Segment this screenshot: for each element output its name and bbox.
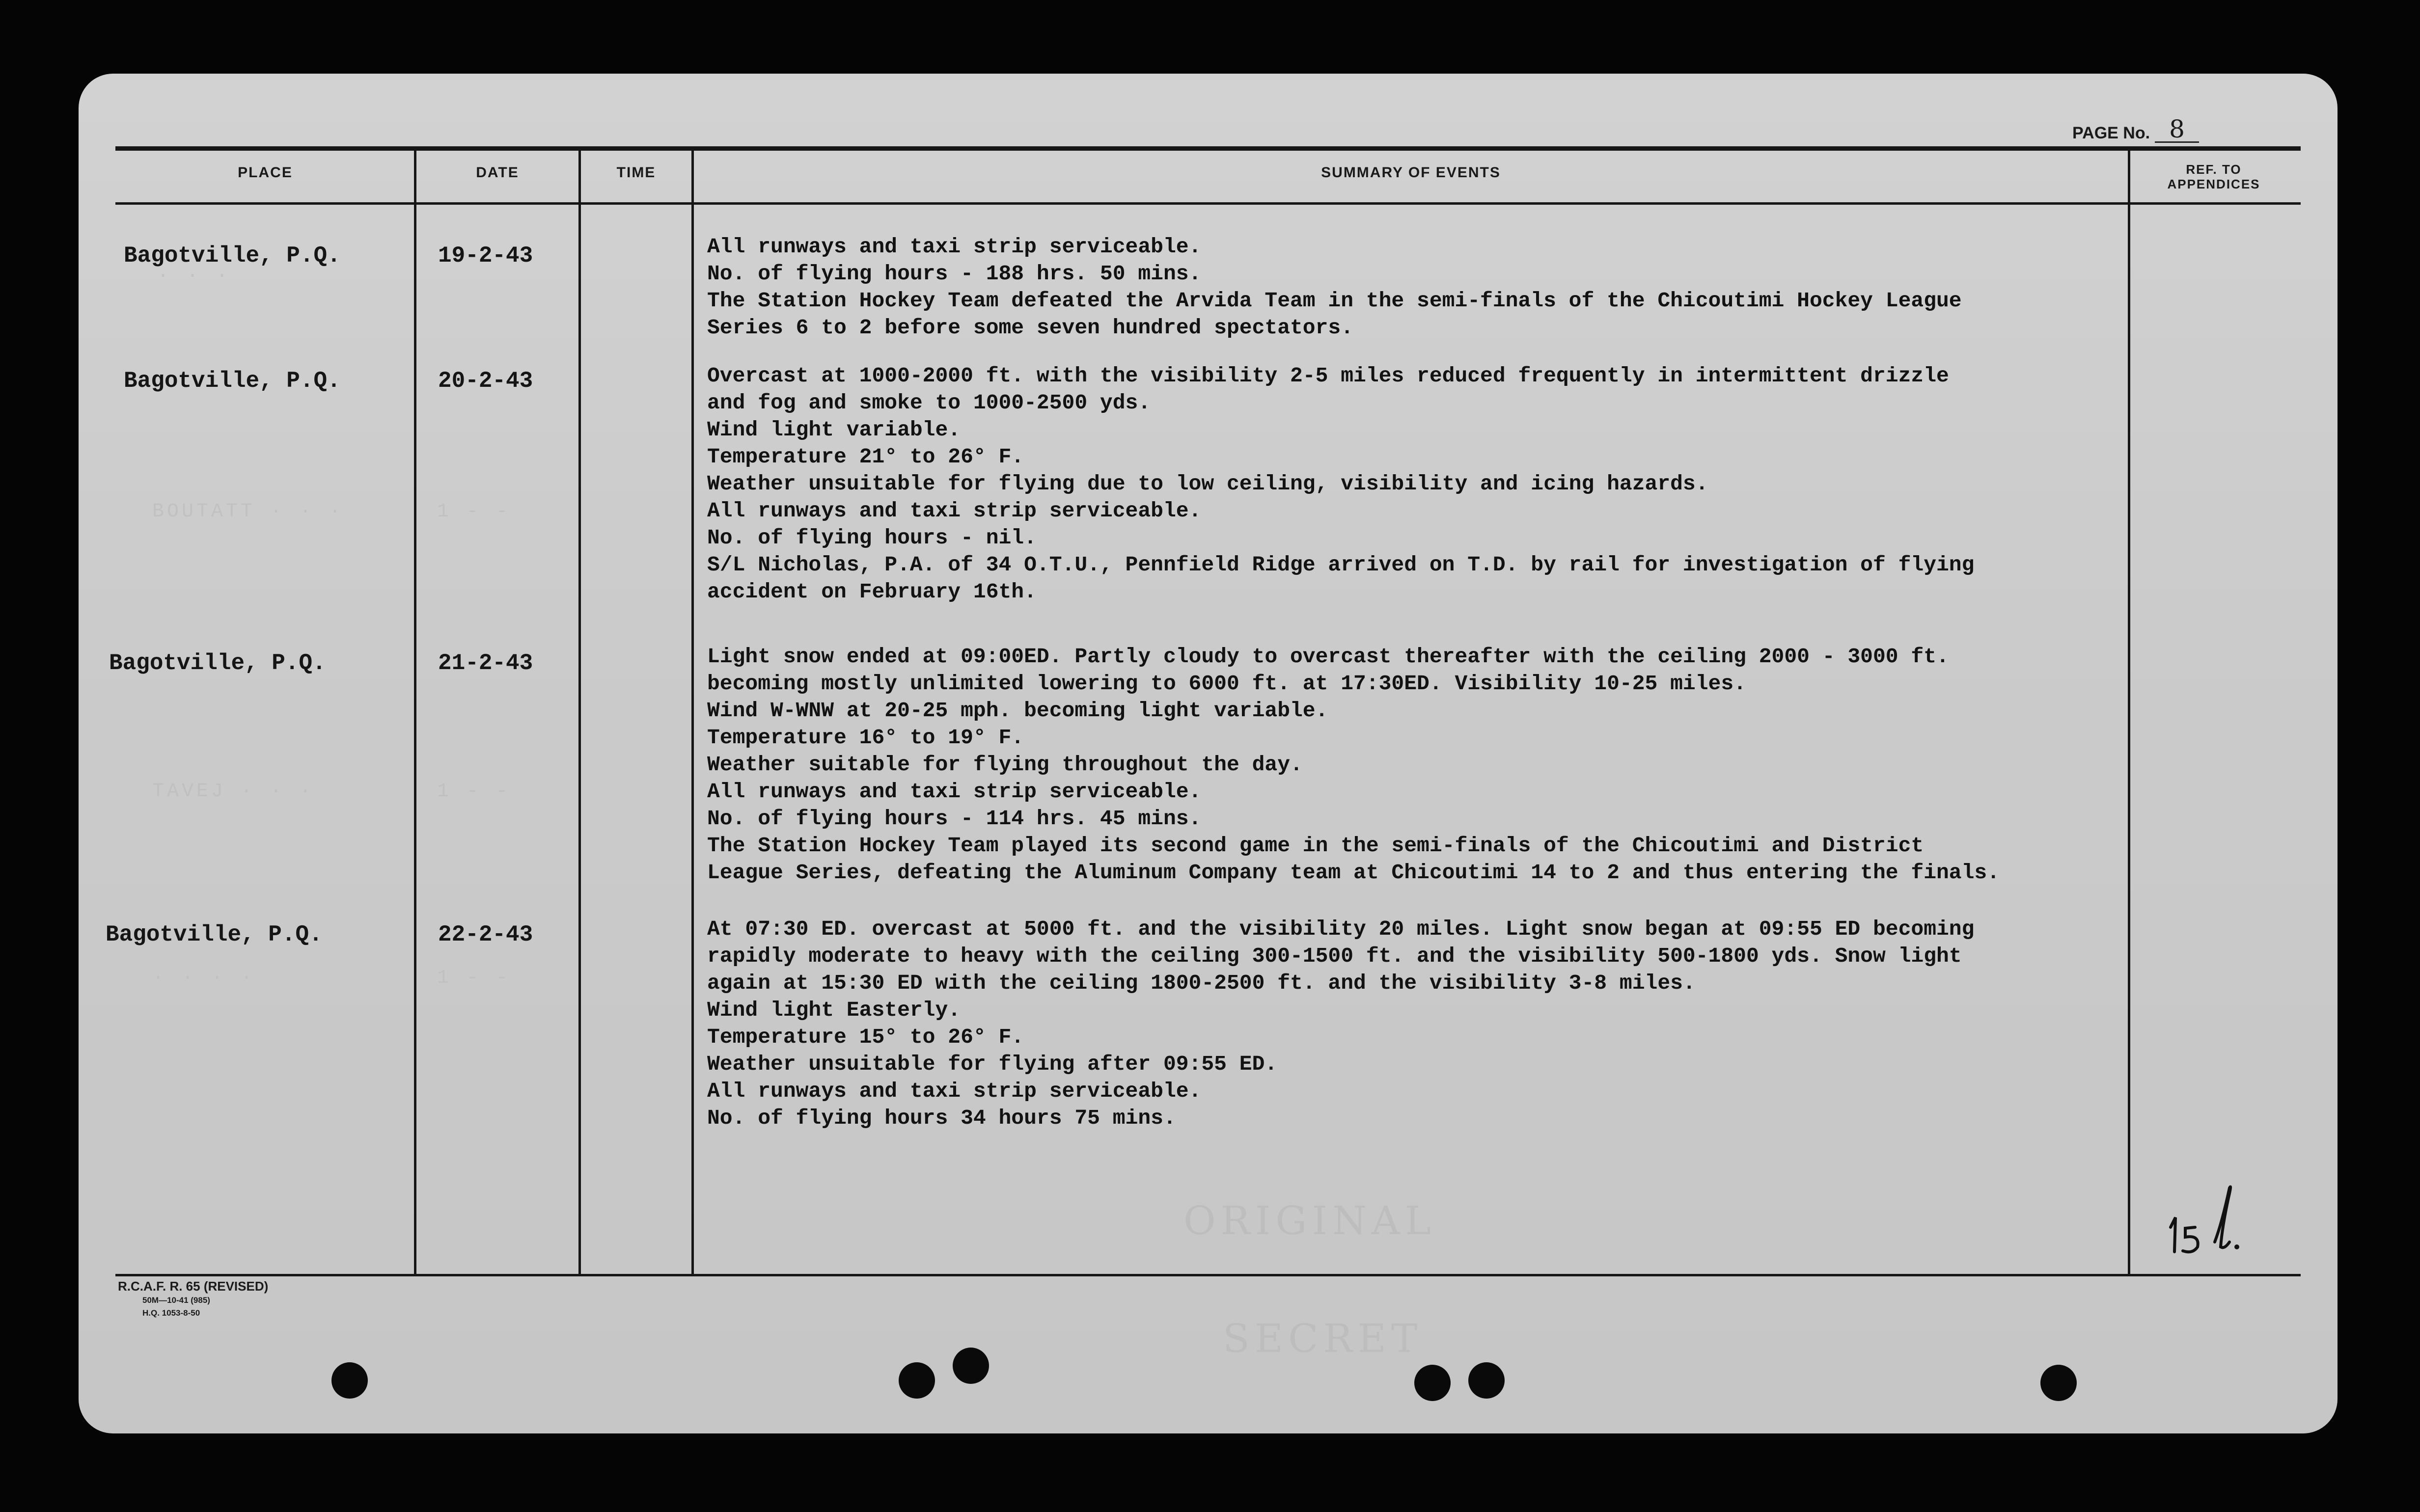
bleed-through-mark: TAVEJ · · · (152, 781, 315, 803)
summary-line: No. of flying hours - nil. (707, 526, 1037, 550)
header-date: DATE (476, 164, 519, 181)
entry-place: Bagotville, P.Q. (124, 243, 341, 269)
summary-line: All runways and taxi strip serviceable. (707, 235, 1202, 259)
summary-line: Weather unsuitable for flying due to low ceiling, visibility and icing hazards. (707, 472, 1708, 496)
page-number-label: PAGE No. (2072, 124, 2150, 142)
summary-line: The Station Hockey Team played its second game in the semi-finals of the Chicoutimi and District (707, 834, 1924, 858)
entry-date: 22-2-43 (438, 922, 533, 947)
bleed-through-mark: 1 - - (437, 501, 511, 523)
summary-line: Wind light Easterly. (707, 998, 961, 1022)
header-summary: SUMMARY OF EVENTS (1321, 164, 1501, 181)
summary-line: Temperature 21° to 26° F. (707, 445, 1024, 469)
summary-line: Wind light variable. (707, 418, 961, 442)
summary-line: All runways and taxi strip serviceable. (707, 780, 1202, 804)
summary-line: At 07:30 ED. overcast at 5000 ft. and the visibility 20 miles. Light snow began at 09:55 ED becoming (707, 917, 1975, 941)
summary-line: Light snow ended at 09:00ED. Partly cloudy to overcast thereafter with the ceiling 2000 - 3000 ft. (707, 645, 1949, 669)
header-ref-appendices (2130, 162, 2297, 191)
form-print-line: 50M—10-41 (985) (142, 1296, 210, 1305)
summary-line: Weather suitable for flying throughout the day. (707, 753, 1303, 777)
summary-line: No. of flying hours - 188 hrs. 50 mins. (707, 262, 1202, 286)
summary-line: S/L Nicholas, P.A. of 34 O.T.U., Pennfield Ridge arrived on T.D. by rail for investigation of flying (707, 553, 1975, 577)
summary-line: All runways and taxi strip serviceable. (707, 499, 1202, 523)
summary-line: again at 15:30 ED with the ceiling 1800-2500 ft. and the visibility 3-8 miles. (707, 971, 1696, 995)
header-place: PLACE (238, 164, 293, 181)
form-print-line: H.Q. 1053-8-50 (142, 1308, 200, 1318)
punch-hole (2040, 1365, 2077, 1401)
summary-line: The Station Hockey Team defeated the Arvida Team in the semi-finals of the Chicoutimi Hockey League (707, 289, 1962, 313)
summary-line: No. of flying hours 34 hours 75 mins. (707, 1106, 1176, 1130)
column-divider-time (691, 147, 694, 1274)
stamp-bleed-through: SECRET (1223, 1316, 1423, 1361)
punch-hole (899, 1362, 935, 1399)
summary-line: and fog and smoke to 1000-2500 yds. (707, 391, 1151, 415)
entry-summary (707, 362, 2156, 605)
page-number (2072, 117, 2199, 143)
punch-hole (1414, 1365, 1451, 1401)
summary-line: Series 6 to 2 before some seven hundred spectators. (707, 316, 1354, 340)
entry-place: Bagotville, P.Q. (106, 922, 323, 947)
form-identification (118, 1279, 268, 1320)
top-rule (115, 146, 2301, 151)
bleed-through-mark: · · · · (152, 967, 256, 989)
header-ref-line1: REF. TO (2186, 162, 2242, 177)
summary-line: League Series, defeating the Aluminum Company team at Chicoutimi 14 to 2 and thus entering the finals. (707, 861, 2000, 885)
entry-date: 21-2-43 (438, 650, 533, 676)
summary-line: All runways and taxi strip serviceable. (707, 1079, 1202, 1103)
summary-line: Temperature 15° to 26° F. (707, 1025, 1024, 1049)
entry-place: Bagotville, P.Q. (124, 368, 341, 394)
bottom-rule (115, 1274, 2301, 1276)
bleed-through-mark: BOUTATT · · · (152, 501, 344, 523)
summary-line: accident on February 16th. (707, 580, 1037, 604)
handwritten-initials (2156, 1168, 2254, 1267)
summary-line: Weather unsuitable for flying after 09:55 ED. (707, 1052, 1278, 1076)
summary-line: Temperature 16° to 19° F. (707, 726, 1024, 750)
bleed-through-mark: 1 - - (437, 781, 511, 803)
punch-hole (953, 1348, 989, 1384)
bleed-through-mark: 1 - - (437, 967, 511, 989)
entry-summary (707, 916, 2156, 1132)
column-divider-date (578, 147, 581, 1274)
page-number-value: 8 (2155, 117, 2199, 143)
punch-hole (331, 1362, 368, 1399)
entry-date: 20-2-43 (438, 368, 533, 394)
summary-line: Wind W-WNW at 20-25 mph. becoming light variable. (707, 699, 1328, 723)
entry-summary (707, 233, 2156, 341)
header-ref-line2: APPENDICES (2167, 177, 2260, 191)
record-card (79, 74, 2338, 1433)
summary-line: rapidly moderate to heavy with the ceiling 300-1500 ft. and the visibility 500-1800 yds. Snow light (707, 944, 1962, 968)
entry-date: 19-2-43 (438, 243, 533, 269)
header-time: TIME (616, 164, 656, 181)
summary-line: No. of flying hours - 114 hrs. 45 mins. (707, 807, 1202, 831)
stamp-bleed-through: ORIGINAL (1183, 1198, 1436, 1243)
header-rule (115, 202, 2301, 205)
summary-line: Overcast at 1000-2000 ft. with the visibility 2-5 miles reduced frequently in intermittent drizzle (707, 364, 1949, 388)
punch-hole (1468, 1362, 1505, 1399)
entry-place: Bagotville, P.Q. (109, 650, 326, 676)
summary-line: becoming mostly unlimited lowering to 6000 ft. at 17:30ED. Visibility 10-25 miles. (707, 672, 1746, 696)
bleed-through-mark: · · · (157, 265, 231, 287)
form-number: R.C.A.F. R. 65 (REVISED) (118, 1279, 269, 1294)
column-divider-place (414, 147, 416, 1274)
entry-summary (707, 643, 2156, 886)
